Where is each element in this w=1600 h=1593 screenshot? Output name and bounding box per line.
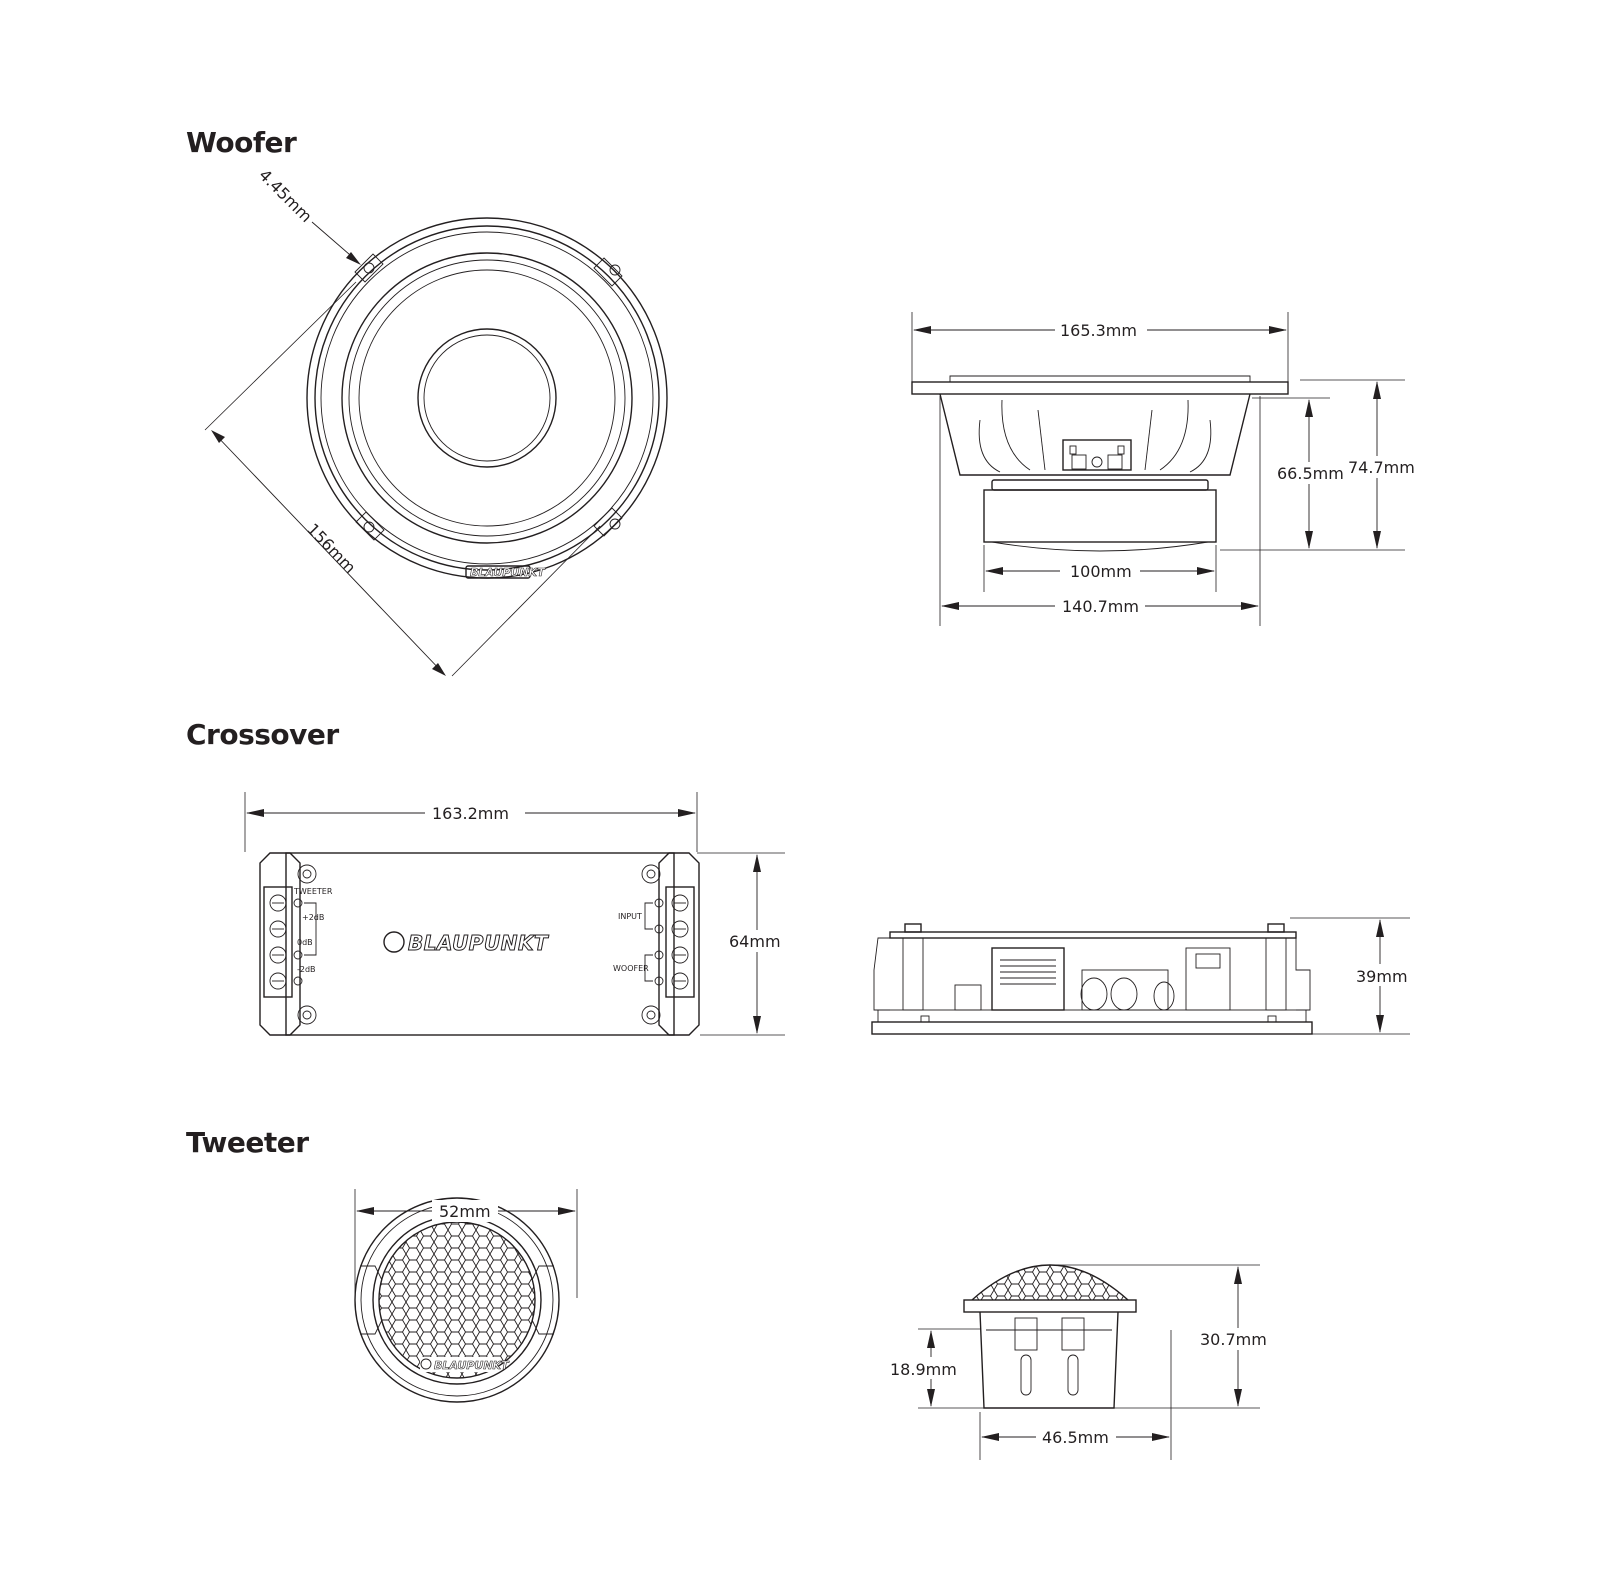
crossover-label-input: INPUT — [618, 912, 642, 921]
dimension-tweeter-side-width — [980, 1330, 1171, 1460]
section-title-tweeter: Tweeter — [186, 1126, 309, 1159]
crossover-label-woofer: WOOFER — [613, 964, 649, 973]
tweeter-front-view — [350, 1198, 564, 1402]
section-title-woofer: Woofer — [186, 126, 297, 159]
tweeter-logo: BLAUPUNKT — [434, 1359, 509, 1372]
crossover-left-terminals — [264, 887, 333, 997]
dimension-label-tweeter-side-width: 46.5mm — [1042, 1428, 1109, 1447]
dimension-label-tweeter-height-total: 30.7mm — [1200, 1330, 1267, 1349]
dimension-woofer-overall-width — [912, 312, 1288, 382]
dimension-label-woofer-overall-width: 165.3mm — [1060, 321, 1137, 340]
crossover-logo: BLAUPUNKT — [408, 931, 549, 955]
woofer-front-view — [307, 218, 667, 579]
dimension-crossover-side-height — [1290, 918, 1410, 1034]
dimension-woofer-depth — [1220, 380, 1415, 550]
woofer-side-view — [912, 376, 1288, 551]
dimension-crossover-width — [245, 792, 697, 852]
dimension-tweeter-height-body — [888, 1329, 984, 1408]
dimension-woofer-magnet-width — [984, 545, 1216, 592]
dimension-label-woofer-diagonal: 156mm — [303, 519, 360, 578]
woofer-terminals — [1063, 440, 1131, 470]
dimension-label-crossover-side-height: 39mm — [1356, 967, 1408, 986]
crossover-label-plus2db: +2dB — [302, 913, 325, 922]
crossover-label-tweeter: TWEETER — [294, 887, 333, 896]
woofer-mount-holes — [355, 254, 622, 540]
dimension-label-woofer-depth-total: 74.7mm — [1348, 458, 1415, 477]
dimension-label-woofer-magnet-width: 100mm — [1070, 562, 1132, 581]
dimension-label-tweeter-width: 52mm — [439, 1202, 491, 1221]
dimension-crossover-height — [697, 853, 786, 1035]
dimension-label-tweeter-height-body: 18.9mm — [890, 1360, 957, 1379]
woofer-badge: BLAUPUNKT — [470, 566, 545, 579]
crossover-right-terminals — [613, 887, 694, 997]
dimension-woofer-flange — [255, 165, 361, 265]
crossover-top-view — [260, 853, 699, 1035]
dimension-label-woofer-basket-width: 140.7mm — [1062, 597, 1139, 616]
dimension-label-woofer-flange: 4.45mm — [255, 165, 316, 227]
crossover-label-minus2db: -2dB — [297, 965, 316, 974]
dimension-woofer-basket-width — [940, 396, 1260, 626]
crossover-label-0db: 0dB — [297, 938, 313, 947]
dimension-label-crossover-height: 64mm — [729, 932, 781, 951]
dimension-label-crossover-width: 163.2mm — [432, 804, 509, 823]
crossover-side-view — [872, 924, 1312, 1034]
dimension-woofer-diagonal — [205, 282, 600, 676]
section-title-crossover: Crossover — [186, 718, 339, 751]
dimension-label-woofer-depth-inner: 66.5mm — [1277, 464, 1344, 483]
